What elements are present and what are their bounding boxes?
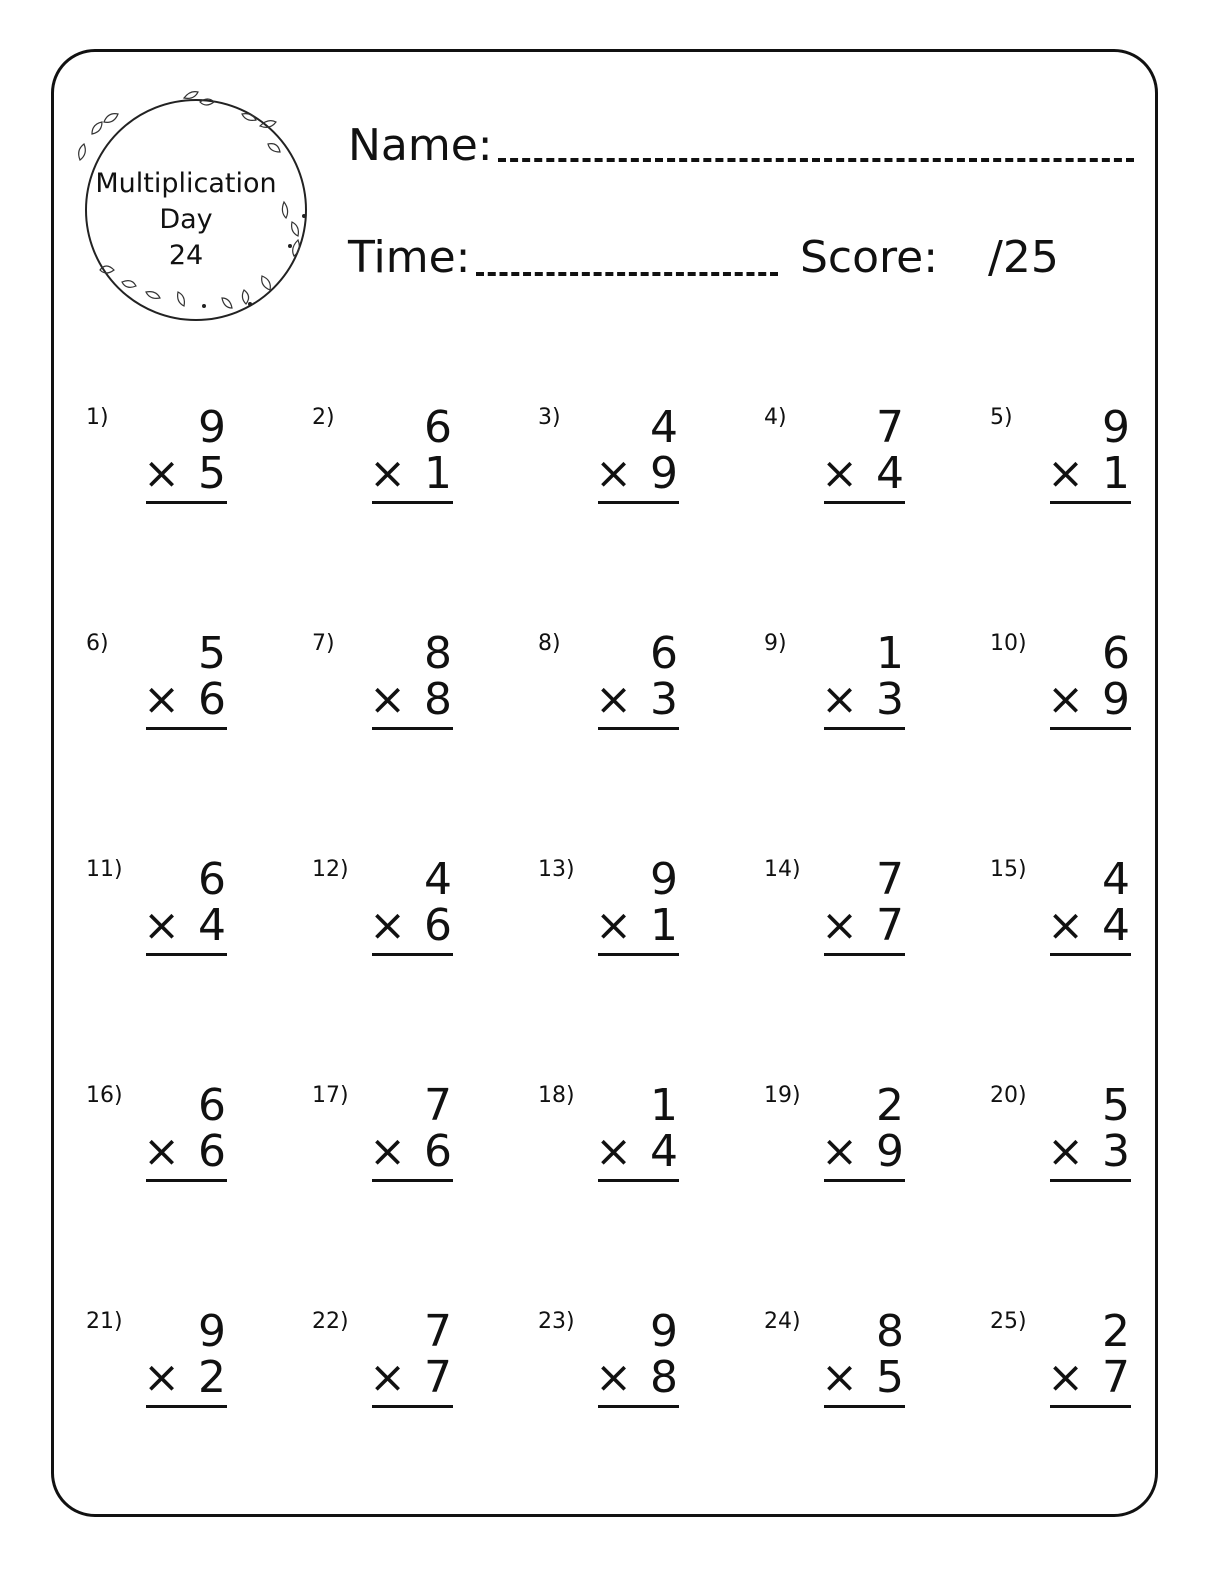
- multiplier-row: [1047, 900, 1130, 951]
- multiply-operator: ×: [143, 900, 180, 951]
- multiplier-row: [595, 900, 678, 951]
- problem-item: [80, 621, 240, 751]
- multiplier: 7: [876, 900, 904, 951]
- problem-number: 1): [86, 405, 109, 430]
- multiply-operator: ×: [143, 1126, 180, 1177]
- multiplicand: 9: [198, 402, 226, 453]
- multiply-operator: ×: [369, 900, 406, 951]
- problem-item: [532, 1299, 692, 1429]
- problem-item: [532, 395, 692, 525]
- multiplier-row: [143, 1126, 226, 1177]
- answer-line: [1050, 953, 1131, 956]
- multiplier: 2: [198, 1352, 226, 1403]
- multiplier-row: [369, 1352, 452, 1403]
- multiplier-row: [369, 1126, 452, 1177]
- problem-item: [306, 847, 466, 977]
- multiplicand: 6: [1102, 628, 1130, 679]
- multiplier-row: [595, 1126, 678, 1177]
- problem-number: 15): [990, 857, 1027, 882]
- multiplier-row: [369, 900, 452, 951]
- problem-item: [758, 1073, 918, 1203]
- problem-item: [984, 621, 1144, 751]
- problem-number: 20): [990, 1083, 1027, 1108]
- multiplicand: 5: [198, 628, 226, 679]
- multiply-operator: ×: [821, 900, 858, 951]
- multiplier: 1: [1102, 448, 1130, 499]
- multiplier-row: [1047, 1352, 1130, 1403]
- multiply-operator: ×: [821, 1352, 858, 1403]
- name-field[interactable]: [498, 158, 1134, 162]
- multiplier-row: [369, 448, 452, 499]
- multiplicand: 9: [650, 1306, 678, 1357]
- problem-number: 7): [312, 631, 335, 656]
- problem-number: 6): [86, 631, 109, 656]
- answer-line: [824, 501, 905, 504]
- multiplier-row: [143, 448, 226, 499]
- answer-line: [824, 727, 905, 730]
- answer-line: [146, 953, 227, 956]
- multiplier: 3: [1102, 1126, 1130, 1177]
- name-label: Name:: [348, 120, 493, 171]
- answer-line: [598, 953, 679, 956]
- problem-number: 16): [86, 1083, 123, 1108]
- multiply-operator: ×: [1047, 1352, 1084, 1403]
- score-label: Score:: [800, 232, 939, 283]
- title-badge: [72, 84, 320, 324]
- problem-item: [984, 395, 1144, 525]
- answer-line: [372, 501, 453, 504]
- multiplier: 9: [650, 448, 678, 499]
- multiplier-row: [143, 900, 226, 951]
- problem-item: [532, 847, 692, 977]
- multiplicand: 4: [424, 854, 452, 905]
- multiplier-row: [821, 1126, 904, 1177]
- multiplier: 1: [424, 448, 452, 499]
- multiply-operator: ×: [595, 448, 632, 499]
- multiplier: 5: [198, 448, 226, 499]
- multiply-operator: ×: [595, 900, 632, 951]
- problem-number: 17): [312, 1083, 349, 1108]
- answer-line: [598, 501, 679, 504]
- multiplicand: 6: [424, 402, 452, 453]
- multiplier-row: [143, 674, 226, 725]
- multiplier: 1: [650, 900, 678, 951]
- answer-line: [372, 1405, 453, 1408]
- multiplicand: 6: [198, 1080, 226, 1131]
- multiplier-row: [1047, 448, 1130, 499]
- problem-item: [984, 847, 1144, 977]
- problem-item: [532, 621, 692, 751]
- problem-number: 12): [312, 857, 349, 882]
- problem-item: [984, 1073, 1144, 1203]
- multiplier-row: [369, 674, 452, 725]
- problem-number: 14): [764, 857, 801, 882]
- multiplier: 3: [876, 674, 904, 725]
- time-field[interactable]: [476, 272, 778, 276]
- problem-item: [80, 1073, 240, 1203]
- multiplier: 4: [876, 448, 904, 499]
- multiply-operator: ×: [1047, 674, 1084, 725]
- multiplicand: 2: [1102, 1306, 1130, 1357]
- problem-number: 21): [86, 1309, 123, 1334]
- problem-grid: [80, 395, 1160, 1425]
- problem-number: 3): [538, 405, 561, 430]
- badge-day-number: 24: [168, 240, 204, 271]
- multiplier-row: [595, 674, 678, 725]
- multiply-operator: ×: [595, 674, 632, 725]
- multiplicand: 7: [424, 1306, 452, 1357]
- answer-line: [1050, 727, 1131, 730]
- multiply-operator: ×: [595, 1352, 632, 1403]
- multiplier: 8: [650, 1352, 678, 1403]
- multiplicand: 2: [876, 1080, 904, 1131]
- problem-number: 4): [764, 405, 787, 430]
- multiplier-row: [1047, 674, 1130, 725]
- problem-item: [306, 395, 466, 525]
- multiplier: 7: [1102, 1352, 1130, 1403]
- problem-item: [532, 1073, 692, 1203]
- problem-number: 24): [764, 1309, 801, 1334]
- multiplicand: 6: [198, 854, 226, 905]
- problem-number: 5): [990, 405, 1013, 430]
- multiplier: 7: [424, 1352, 452, 1403]
- problem-number: 11): [86, 857, 123, 882]
- problem-item: [758, 621, 918, 751]
- problem-number: 18): [538, 1083, 575, 1108]
- problem-number: 19): [764, 1083, 801, 1108]
- multiplier-row: [821, 1352, 904, 1403]
- multiply-operator: ×: [143, 1352, 180, 1403]
- multiply-operator: ×: [369, 1352, 406, 1403]
- problem-number: 23): [538, 1309, 575, 1334]
- multiplier-row: [821, 448, 904, 499]
- multiplier: 3: [650, 674, 678, 725]
- multiplier: 9: [876, 1126, 904, 1177]
- multiplicand: 6: [650, 628, 678, 679]
- answer-line: [598, 1405, 679, 1408]
- answer-line: [146, 1405, 227, 1408]
- multiplier-row: [821, 674, 904, 725]
- problem-item: [306, 1073, 466, 1203]
- answer-line: [146, 501, 227, 504]
- problem-item: [758, 395, 918, 525]
- problem-number: 10): [990, 631, 1027, 656]
- multiplier-row: [595, 1352, 678, 1403]
- problem-number: 22): [312, 1309, 349, 1334]
- multiplicand: 9: [650, 854, 678, 905]
- multiplicand: 5: [1102, 1080, 1130, 1131]
- multiply-operator: ×: [369, 448, 406, 499]
- multiplier: 8: [424, 674, 452, 725]
- badge-title: Multiplication: [95, 168, 277, 199]
- multiply-operator: ×: [821, 1126, 858, 1177]
- problem-number: 2): [312, 405, 335, 430]
- answer-line: [598, 1179, 679, 1182]
- problem-number: 8): [538, 631, 561, 656]
- multiplier: 5: [876, 1352, 904, 1403]
- multiply-operator: ×: [143, 448, 180, 499]
- time-label: Time:: [348, 232, 471, 283]
- multiplicand: 7: [424, 1080, 452, 1131]
- answer-line: [824, 1405, 905, 1408]
- problem-item: [306, 621, 466, 751]
- answer-line: [824, 1179, 905, 1182]
- problem-item: [80, 1299, 240, 1429]
- multiplicand: 9: [1102, 402, 1130, 453]
- multiply-operator: ×: [1047, 900, 1084, 951]
- multiply-operator: ×: [369, 1126, 406, 1177]
- multiply-operator: ×: [143, 674, 180, 725]
- problem-item: [758, 847, 918, 977]
- multiplier: 9: [1102, 674, 1130, 725]
- multiplier: 4: [1102, 900, 1130, 951]
- multiplier: 6: [424, 900, 452, 951]
- multiplier-row: [1047, 1126, 1130, 1177]
- problem-number: 25): [990, 1309, 1027, 1334]
- problem-number: 13): [538, 857, 575, 882]
- answer-line: [372, 1179, 453, 1182]
- multiplier-row: [143, 1352, 226, 1403]
- problem-item: [758, 1299, 918, 1429]
- multiply-operator: ×: [821, 674, 858, 725]
- multiplicand: 9: [198, 1306, 226, 1357]
- answer-line: [372, 727, 453, 730]
- multiply-operator: ×: [821, 448, 858, 499]
- multiplier-row: [821, 900, 904, 951]
- multiplier: 6: [198, 674, 226, 725]
- multiplier: 4: [650, 1126, 678, 1177]
- multiplier: 6: [424, 1126, 452, 1177]
- multiplicand: 1: [650, 1080, 678, 1131]
- multiplicand: 4: [650, 402, 678, 453]
- multiply-operator: ×: [1047, 448, 1084, 499]
- answer-line: [598, 727, 679, 730]
- multiply-operator: ×: [1047, 1126, 1084, 1177]
- problem-item: [306, 1299, 466, 1429]
- problem-item: [80, 847, 240, 977]
- multiplicand: 8: [876, 1306, 904, 1357]
- multiplicand: 1: [876, 628, 904, 679]
- problem-item: [984, 1299, 1144, 1429]
- multiplier-row: [595, 448, 678, 499]
- answer-line: [1050, 1405, 1131, 1408]
- multiplicand: 7: [876, 854, 904, 905]
- problem-number: 9): [764, 631, 787, 656]
- answer-line: [146, 727, 227, 730]
- multiplier: 4: [198, 900, 226, 951]
- problem-item: [80, 395, 240, 525]
- answer-line: [372, 953, 453, 956]
- badge-day-label: Day: [159, 204, 213, 235]
- multiplicand: 8: [424, 628, 452, 679]
- multiplicand: 7: [876, 402, 904, 453]
- score-total: /25: [988, 232, 1059, 283]
- multiplier: 6: [198, 1126, 226, 1177]
- answer-line: [1050, 1179, 1131, 1182]
- answer-line: [1050, 501, 1131, 504]
- multiply-operator: ×: [595, 1126, 632, 1177]
- answer-line: [146, 1179, 227, 1182]
- multiplicand: 4: [1102, 854, 1130, 905]
- answer-line: [824, 953, 905, 956]
- multiply-operator: ×: [369, 674, 406, 725]
